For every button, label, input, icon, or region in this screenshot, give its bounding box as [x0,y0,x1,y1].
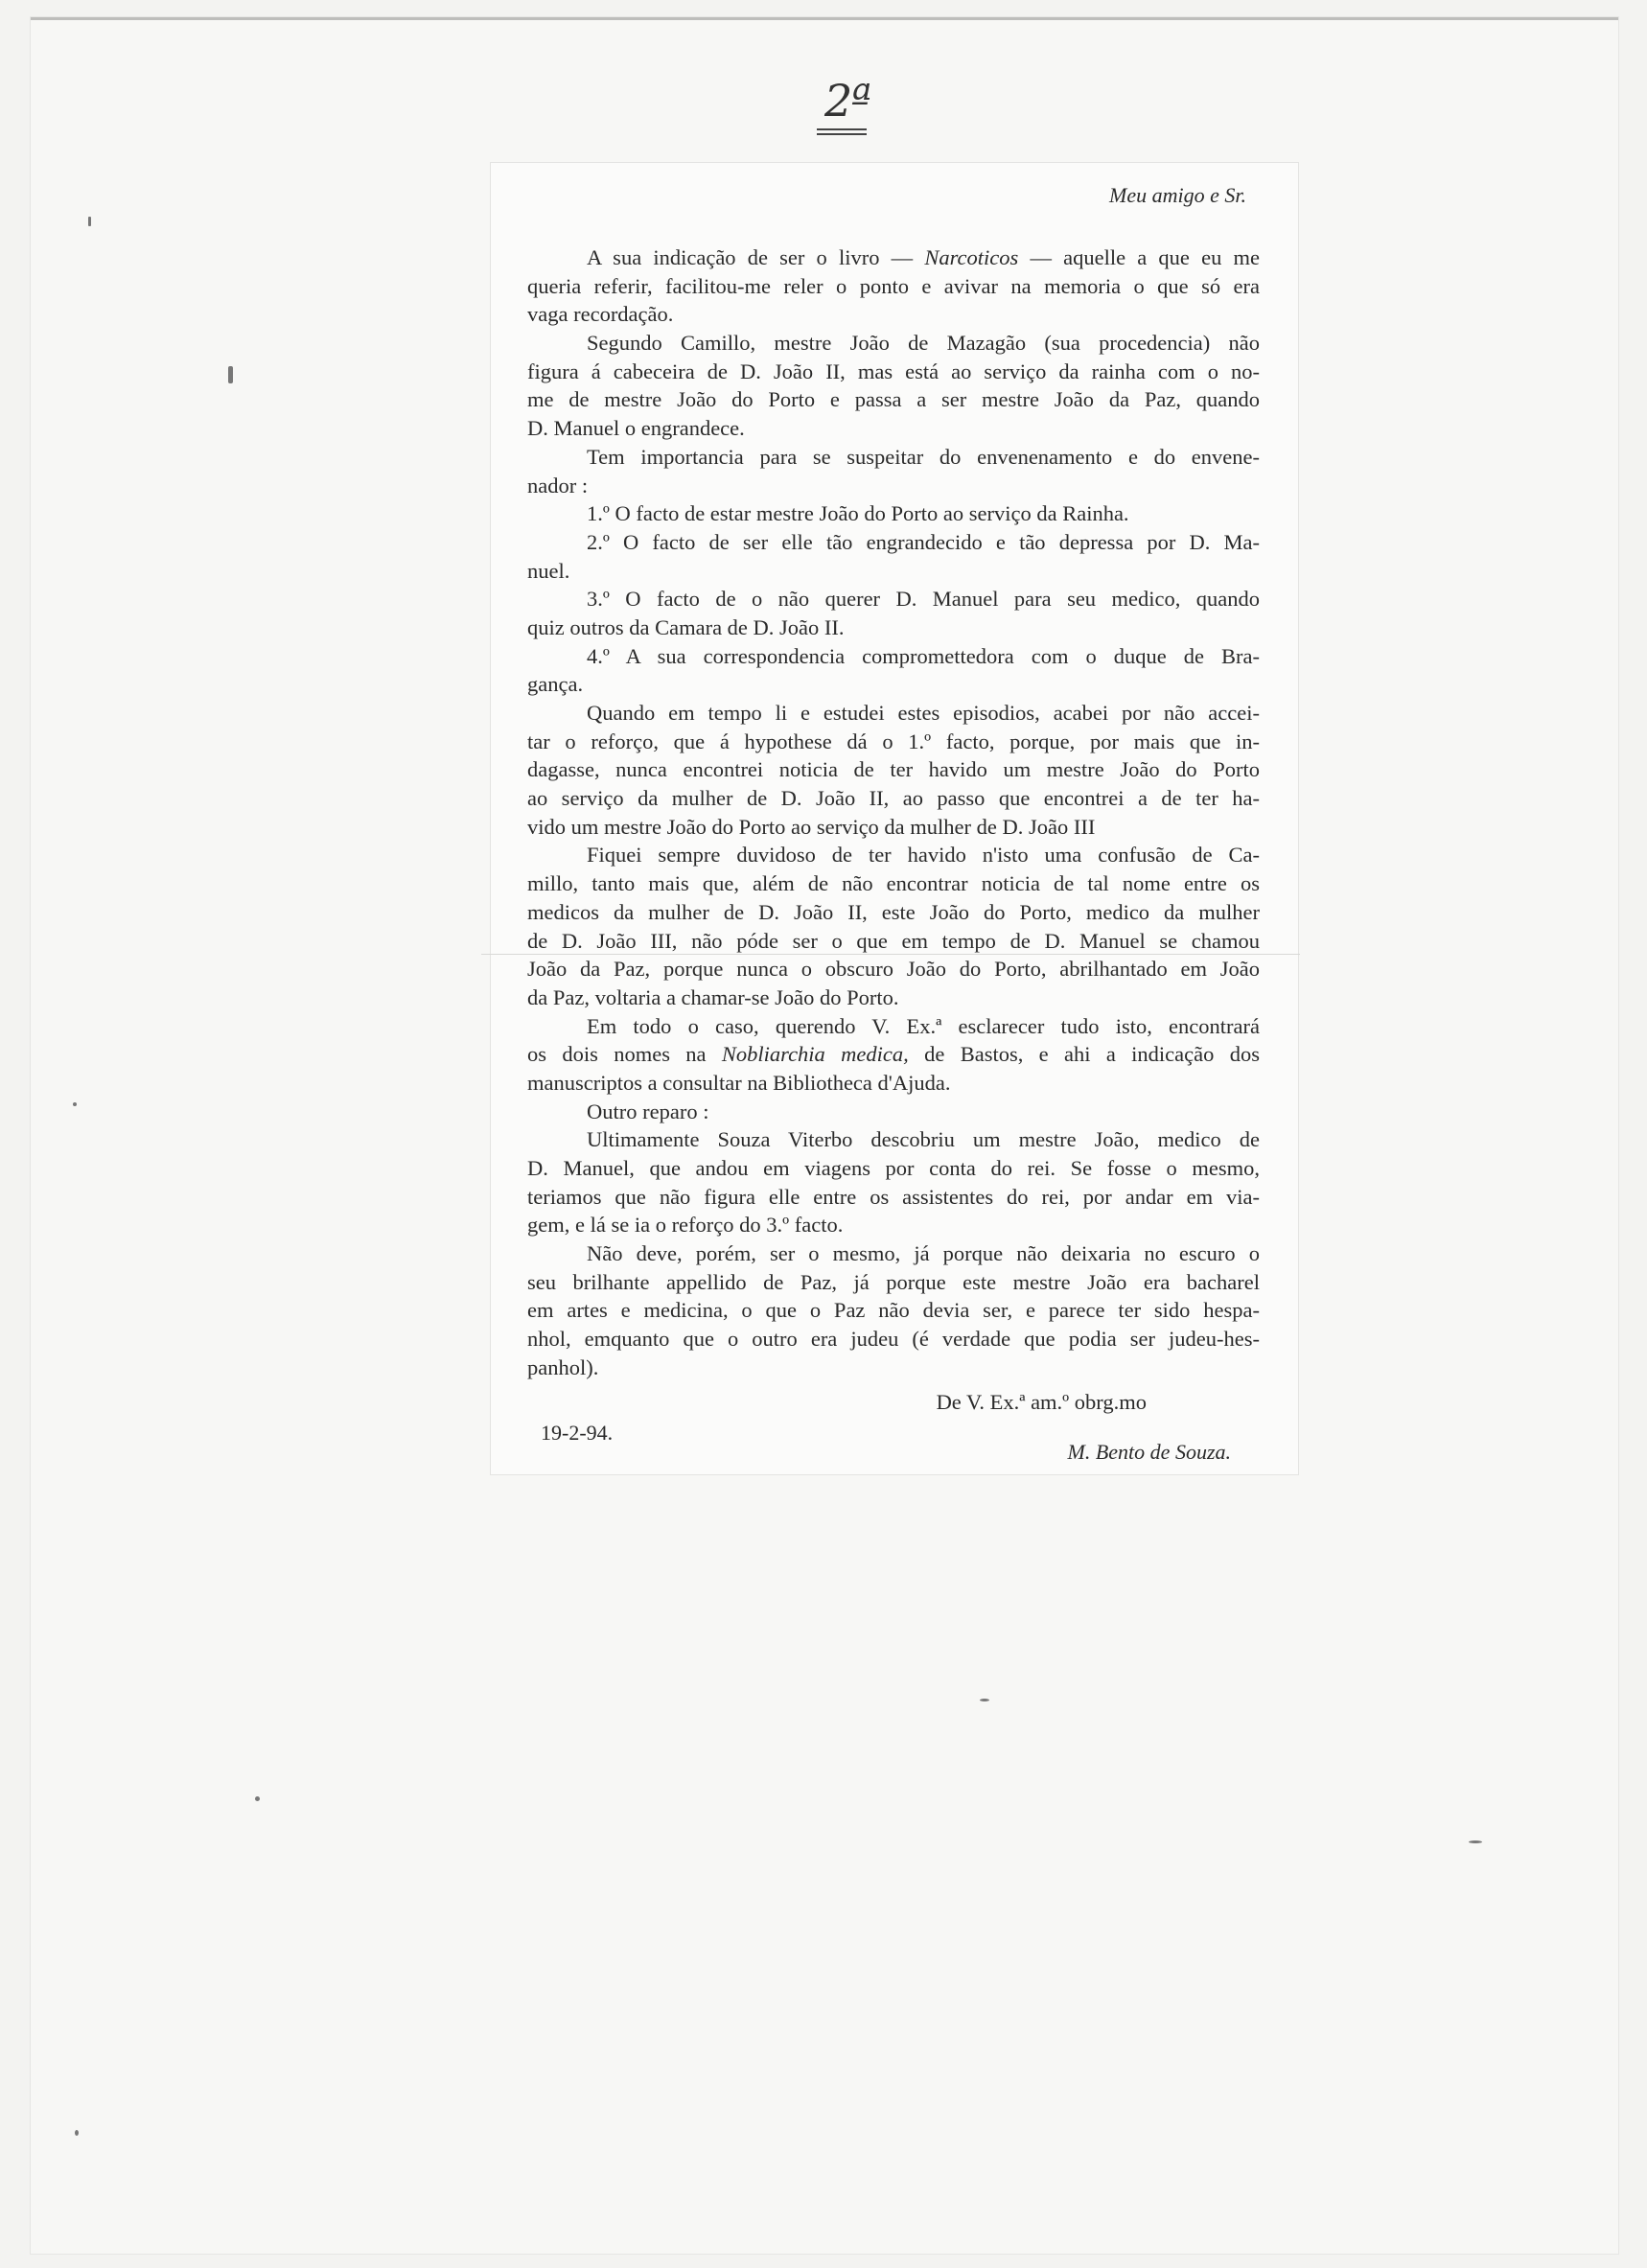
line-text: quiz outros da Camara de D. João II. [527,614,845,639]
letter-line [527,1296,1260,1325]
line-text: millo, tanto mais que, além de não encontrar noticia de tal nome entre os [527,871,1260,896]
line-text: D. Manuel, que andou em viagens por conta do rei. Se fosse o mesmo, [527,1156,1260,1180]
line-text: 2.º O facto de ser elle tão engrandecido e tão depressa por D. Ma- [587,529,1260,554]
letter-line [527,243,1260,272]
letter-line [527,1239,1260,1268]
letter-line [527,642,1260,671]
line-text: teriamos que não figura elle entre os assistentes do rei, por andar em via- [527,1184,1260,1209]
letter-line [527,1069,1260,1098]
letter-text [527,173,1260,1472]
line-text: nador : [527,473,589,498]
line-text: em artes e medicina, o que o Paz não devia ser, e parece ter sido hespa- [527,1298,1260,1323]
letter-line [527,784,1260,813]
line-text: os dois nomes na [527,1042,722,1067]
line-italic-title: Nobliarchia medica, [721,1042,909,1067]
scan-speck [228,366,233,383]
letter-line [527,557,1260,586]
letter-line [527,329,1260,358]
line-text: A sua indicação de ser o livro — [587,245,925,269]
letter-line [527,927,1260,956]
line-text-continued: de Bastos, e ahi a indicação dos [908,1042,1260,1067]
line-text: gança. [527,672,584,697]
letter-line [527,1268,1260,1297]
letter-line [527,728,1260,756]
line-text: Não deve, porém, ser o mesmo, já porque não deixaria no escuro o [587,1241,1260,1266]
line-italic-title: Narcoticos [924,245,1019,269]
line-text: nuel. [527,558,570,583]
line-text: 4.º A sua correspondencia compromettedora com o duque de Bra- [587,643,1260,668]
line-text: Outro reparo : [587,1099,709,1123]
letter-line [527,1098,1260,1126]
letter-line [527,613,1260,642]
page-mark-underline [817,128,867,130]
line-text: de D. João III, não póde ser o que em tempo de D. Manuel se chamou [527,928,1260,953]
letter-line [527,670,1260,699]
line-text: medicos da mulher de D. João II, este João do Porto, medico da mulher [527,899,1260,924]
letter-line [527,699,1260,728]
scan-speck [73,1102,77,1106]
line-text: manuscriptos a consultar na Bibliotheca d'Ajuda. [527,1070,951,1095]
letter-line [527,272,1260,301]
letter-line [527,955,1260,984]
letter-line [527,499,1260,528]
scan-speck [88,217,91,226]
letter-line [527,1325,1260,1354]
letter-line [527,1183,1260,1212]
letter-line [527,1154,1260,1183]
letter-line [527,1125,1260,1154]
scan-speck [980,1699,989,1701]
letter-line [527,1211,1260,1239]
letter-footer [527,1419,1260,1472]
page-number-mark: 2ª [824,75,870,127]
line-text: vido um mestre João do Porto ao serviço da mulher de D. João III [527,814,1096,839]
letter-line [527,1040,1260,1069]
line-text-continued: — aquelle a que eu me [1018,245,1260,269]
line-text: Em todo o caso, querendo V. Ex.ª esclarecer tudo isto, encontrará [587,1013,1260,1038]
line-text: Tem importancia para se suspeitar do envenenamento e do envene- [587,444,1260,469]
line-text: ao serviço da mulher de D. João II, ao passo que encontrei a de ter ha- [527,786,1260,811]
letter-line [527,813,1260,842]
letter-line [527,1012,1260,1041]
salutation: Meu amigo e Sr. [1109,183,1246,207]
letter-line [527,385,1260,414]
closing-formula: De V. Ex.ª am.º obrg.mo [936,1389,1147,1414]
line-text: Quando em tempo li e estudei estes episodios, acabei por não accei- [587,701,1260,725]
line-text: vaga recordação. [527,302,674,327]
scan-speck [75,2130,79,2136]
letter-line [527,443,1260,472]
letter-line [527,755,1260,784]
letter-date: 19-2-94. [541,1420,614,1445]
line-text: nhol, emquanto que o outro era judeu (é verdade que podia ser judeu-hes- [527,1327,1260,1352]
line-text: tar o reforço, que á hypothese dá o 1.º facto, porque, por mais que in- [527,729,1260,753]
line-text: Ultimamente Souza Viterbo descobriu um mestre João, medico de [587,1127,1260,1152]
scan-speck [255,1796,260,1801]
letter-line [527,1354,1260,1382]
letter-line [527,898,1260,927]
line-text: seu brilhante appellido de Paz, já porque este mestre João era bacharel [527,1269,1260,1294]
line-text: gem, e lá se ia o reforço do 3.º facto. [527,1213,844,1238]
line-text: 3.º O facto de o não querer D. Manuel para seu medico, quando [587,587,1260,612]
line-text: João da Paz, porque nunca o obscuro João do Porto, abrilhantado em João [527,957,1260,982]
letter-line [527,414,1260,443]
line-text: Segundo Camillo, mestre João de Mazagão (sua procedencia) não [587,331,1260,356]
page-mark-underline-2 [817,133,867,135]
letter-line [527,472,1260,500]
line-text: da Paz, voltaria a chamar-se João do Porto. [527,984,899,1009]
signature: M. Bento de Souza. [1067,1439,1231,1464]
letter-line [527,300,1260,329]
line-text: figura á cabeceira de D. João II, mas está ao serviço da rainha com o no- [527,359,1260,383]
scan-speck [1469,1840,1482,1843]
line-text: dagasse, nunca encontrei noticia de ter havido um mestre João do Porto [527,757,1260,782]
letter-line [527,984,1260,1012]
letter-line [527,841,1260,869]
line-text: me de mestre João do Porto e passa a ser mestre João da Paz, quando [527,387,1260,412]
letter-line [527,869,1260,898]
letter-line [527,358,1260,386]
line-text: panhol). [527,1354,599,1379]
line-text: 1.º O facto de estar mestre João do Porto ao serviço da Rainha. [587,501,1129,526]
line-text: D. Manuel o engrandece. [527,416,745,441]
letter-line [527,528,1260,557]
letter-body [527,243,1260,1382]
letter-line [527,585,1260,613]
line-text: Fiquei sempre duvidoso de ter havido n'isto uma confusão de Ca- [587,843,1260,868]
line-text: queria referir, facilitou-me reler o ponto e avivar na memoria o que só era [527,273,1260,298]
